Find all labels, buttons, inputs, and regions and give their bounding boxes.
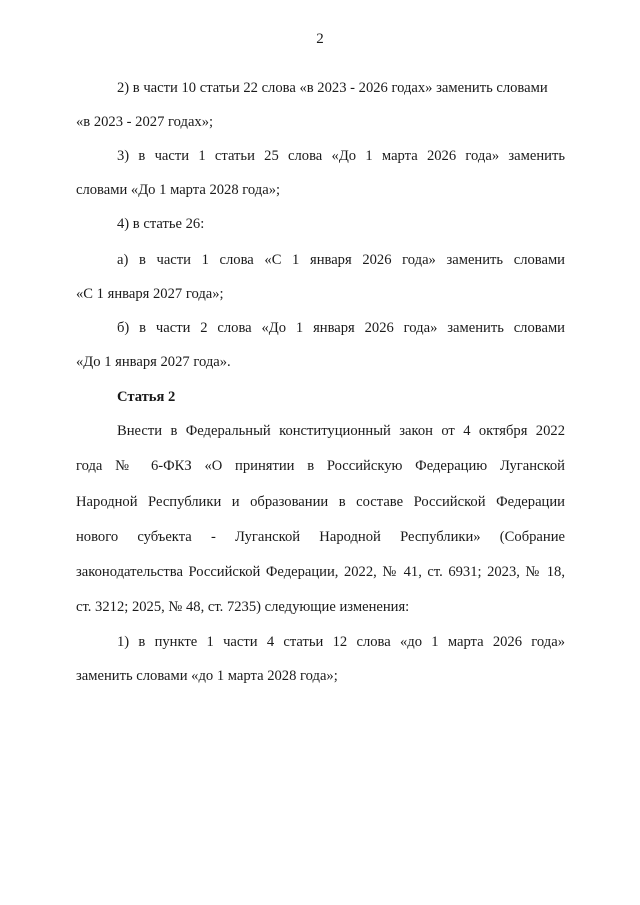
text-line: 3) в части 1 статьи 25 слова «До 1 марта 2026 года» заменить bbox=[117, 148, 565, 164]
article-heading: Статья 2 bbox=[117, 389, 176, 405]
text-line: 4) в статье 26: bbox=[117, 216, 205, 232]
text-line: нового субъекта - Луганской Народной Республики» (Собрание bbox=[76, 529, 565, 545]
text-line: 1) в пункте 1 части 4 статьи 12 слова «до 1 марта 2026 года» bbox=[117, 634, 565, 650]
text-line: ст. 3212; 2025, № 48, ст. 7235) следующие изменения: bbox=[76, 599, 410, 615]
text-line: года № 6-ФКЗ «О принятии в Российскую Федерацию Луганской bbox=[76, 458, 565, 474]
text-line: заменить словами «до 1 марта 2028 года»; bbox=[76, 668, 338, 684]
text-line: б) в части 2 слова «До 1 января 2026 года» заменить словами bbox=[117, 320, 565, 336]
text-line: законодательства Российской Федерации, 2022, № 41, ст. 6931; 2023, № 18, bbox=[76, 564, 565, 580]
text-line: словами «До 1 марта 2028 года»; bbox=[76, 182, 281, 198]
text-line: а) в части 1 слова «С 1 января 2026 года» заменить словами bbox=[117, 252, 565, 268]
text-line: Народной Республики и образовании в составе Российской Федерации bbox=[76, 494, 565, 510]
page-number: 2 bbox=[316, 31, 324, 47]
text-line: «До 1 января 2027 года». bbox=[76, 354, 231, 370]
text-line: «С 1 января 2027 года»; bbox=[76, 286, 224, 302]
text-line: 2) в части 10 статьи 22 слова «в 2023 - 2026 годах» заменить словами bbox=[117, 80, 548, 96]
text-line: «в 2023 - 2027 годах»; bbox=[76, 114, 214, 130]
text-line: Внести в Федеральный конституционный закон от 4 октября 2022 bbox=[117, 423, 565, 439]
